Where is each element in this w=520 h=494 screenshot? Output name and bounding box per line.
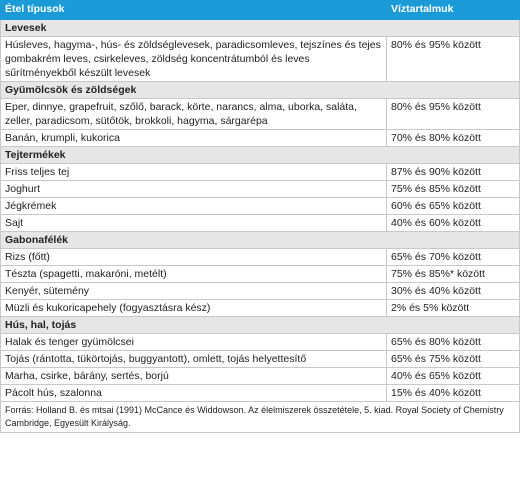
section-row xyxy=(1,317,520,334)
section-row xyxy=(1,20,520,37)
table-row xyxy=(1,368,520,385)
water-cell: 65% és 75% között xyxy=(387,351,520,368)
food-cell: Friss teljes tej xyxy=(1,164,387,181)
food-cell: Húsleves, hagyma-, hús- és zöldséglevesek, paradicsomleves, tejszínes és tejes gombakrém leves, csirkeleves, zöldség koncentrátumból és leves sűrítményekből készült levesek xyxy=(1,37,387,82)
water-cell: 80% és 95% között xyxy=(387,99,520,130)
food-cell: Sajt xyxy=(1,215,387,232)
section-title: Levesek xyxy=(1,20,520,37)
food-cell: Kenyér, sütemény xyxy=(1,283,387,300)
food-cell: Jégkrémek xyxy=(1,198,387,215)
table-row xyxy=(1,164,520,181)
food-cell: Müzli és kukoricapehely (fogyasztásra kész) xyxy=(1,300,387,317)
food-cell: Rizs (főtt) xyxy=(1,249,387,266)
food-cell: Pácolt hús, szalonna xyxy=(1,385,387,402)
food-cell: Joghurt xyxy=(1,181,387,198)
table-row xyxy=(1,198,520,215)
section-title: Gyümölcsök és zöldségek xyxy=(1,82,520,99)
table-row xyxy=(1,249,520,266)
table-header-row xyxy=(1,1,520,20)
food-cell: Tojás (rántotta, tükörtojás, buggyantott), omlett, tojás helyettesítő xyxy=(1,351,387,368)
table-row xyxy=(1,283,520,300)
water-cell: 60% és 65% között xyxy=(387,198,520,215)
food-cell: Banán, krumpli, kukorica xyxy=(1,130,387,147)
table-row xyxy=(1,266,520,283)
table-row xyxy=(1,181,520,198)
water-cell: 65% és 70% között xyxy=(387,249,520,266)
section-row xyxy=(1,147,520,164)
food-cell: Halak és tenger gyümölcsei xyxy=(1,334,387,351)
water-cell: 40% és 60% között xyxy=(387,215,520,232)
table-row xyxy=(1,99,520,130)
water-cell: 65% és 80% között xyxy=(387,334,520,351)
water-cell: 80% és 95% között xyxy=(387,37,520,82)
food-cell: Marha, csirke, bárány, sertés, borjú xyxy=(1,368,387,385)
water-cell: 15% és 40% között xyxy=(387,385,520,402)
water-cell: 2% és 5% között xyxy=(387,300,520,317)
water-cell: 87% és 90% között xyxy=(387,164,520,181)
water-cell: 70% és 80% között xyxy=(387,130,520,147)
water-cell: 75% és 85% között xyxy=(387,181,520,198)
table-row xyxy=(1,351,520,368)
table-row xyxy=(1,215,520,232)
water-cell: 30% és 40% között xyxy=(387,283,520,300)
section-title: Gabonafélék xyxy=(1,232,520,249)
table-row xyxy=(1,300,520,317)
food-cell: Eper, dinnye, grapefruit, szőlő, barack, körte, narancs, alma, uborka, saláta, zeller, paradicsom, sütőtök, brokkoli, hagyma, sárgarépa xyxy=(1,99,387,130)
water-cell: 40% és 65% között xyxy=(387,368,520,385)
table-row xyxy=(1,130,520,147)
header-water-content: Víztartalmuk xyxy=(387,1,520,20)
section-row xyxy=(1,232,520,249)
table-row xyxy=(1,334,520,351)
table-row xyxy=(1,385,520,402)
section-row xyxy=(1,82,520,99)
source-footnote: Forrás: Holland B. és mtsai (1991) McCance és Widdowson. Az élelmiszerek összetétele, 5. kiad. Royal Society of Chemistry Cambridge, Egyesült Királyság. xyxy=(1,402,520,433)
water-cell: 75% és 85%* között xyxy=(387,266,520,283)
table-row xyxy=(1,37,520,82)
header-food-types: Étel típusok xyxy=(1,1,387,20)
food-cell: Tészta (spagetti, makaróni, metélt) xyxy=(1,266,387,283)
section-title: Tejtermékek xyxy=(1,147,520,164)
section-title: Hús, hal, tojás xyxy=(1,317,520,334)
footnote-row xyxy=(1,402,520,433)
